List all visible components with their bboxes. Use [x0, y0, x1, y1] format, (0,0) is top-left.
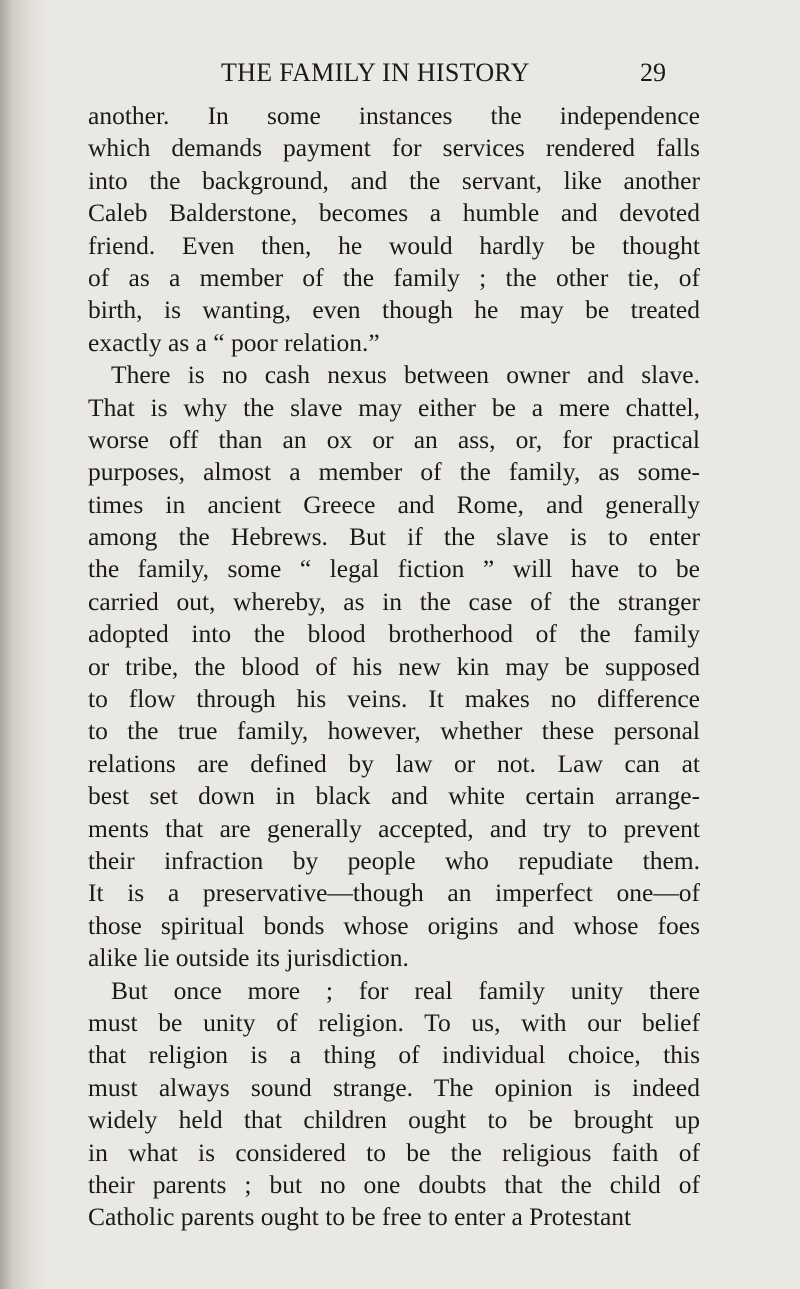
- text-line: must be unity of religion. To us, with our belief: [88, 1007, 700, 1037]
- text-line: There is no cash nexus between owner and slave.: [111, 360, 700, 390]
- page-number: 29: [640, 58, 666, 87]
- text-line: best set down in black and white certain arrange-: [88, 781, 700, 811]
- text-line: friend. Even then, he would hardly be thought: [88, 230, 700, 260]
- text-line: the family, some “ legal fiction ” will have to be: [88, 554, 700, 584]
- text-line: their infraction by people who repudiate them.: [88, 845, 700, 875]
- text-line: That is why the slave may either be a mere chattel,: [88, 392, 700, 422]
- text-line: adopted into the blood brotherhood of the family: [88, 619, 700, 649]
- text-line: among the Hebrews. But if the slave is to enter: [88, 522, 700, 552]
- text-line: It is a preservative—though an imperfect one—of: [88, 878, 700, 908]
- text-line: into the background, and the servant, like another: [88, 165, 700, 195]
- text-line: must always sound strange. The opinion is indeed: [88, 1072, 700, 1102]
- text-line: to the true family, however, whether these personal: [88, 716, 700, 746]
- text-line: which demands payment for services rendered falls: [88, 133, 700, 163]
- text-line: widely held that children ought to be brought up: [88, 1105, 700, 1135]
- text-line: to flow through his veins. It makes no difference: [88, 684, 700, 714]
- text-line: ments that are generally accepted, and try to prevent: [88, 813, 700, 843]
- text-line: carried out, whereby, as in the case of the stranger: [88, 586, 700, 616]
- text-line: exactly as a “ poor relation.”: [88, 327, 380, 357]
- text-line: But once more ; for real family unity there: [111, 975, 700, 1005]
- text-line: in what is considered to be the religious faith of: [88, 1137, 700, 1167]
- text-line: worse off than an ox or an ass, or, for practical: [88, 424, 700, 454]
- text-line: purposes, almost a member of the family, as some-: [88, 457, 700, 487]
- body-text: [88, 100, 700, 1234]
- text-line: their parents ; but no one doubts that the child of: [88, 1169, 700, 1199]
- text-line: birth, is wanting, even though he may be treated: [88, 295, 700, 325]
- text-line: those spiritual bonds whose origins and whose foes: [88, 910, 700, 940]
- text-line: alike lie outside its jurisdiction.: [88, 943, 409, 973]
- text-line: of as a member of the family ; the other tie, of: [88, 262, 700, 292]
- text-line: Catholic parents ought to be free to enter a Protestant: [88, 1202, 632, 1232]
- text-line: relations are defined by law or not. Law can at: [88, 748, 700, 778]
- text-line: Caleb Balderstone, becomes a humble and devoted: [88, 198, 700, 228]
- running-title: THE FAMILY IN HISTORY: [221, 58, 530, 87]
- text-line: or tribe, the blood of his new kin may be supposed: [88, 651, 700, 681]
- text-line: times in ancient Greece and Rome, and generally: [88, 489, 700, 519]
- text-line: that religion is a thing of individual choice, this: [88, 1040, 700, 1070]
- text-line: another. In some instances the independence: [88, 101, 700, 130]
